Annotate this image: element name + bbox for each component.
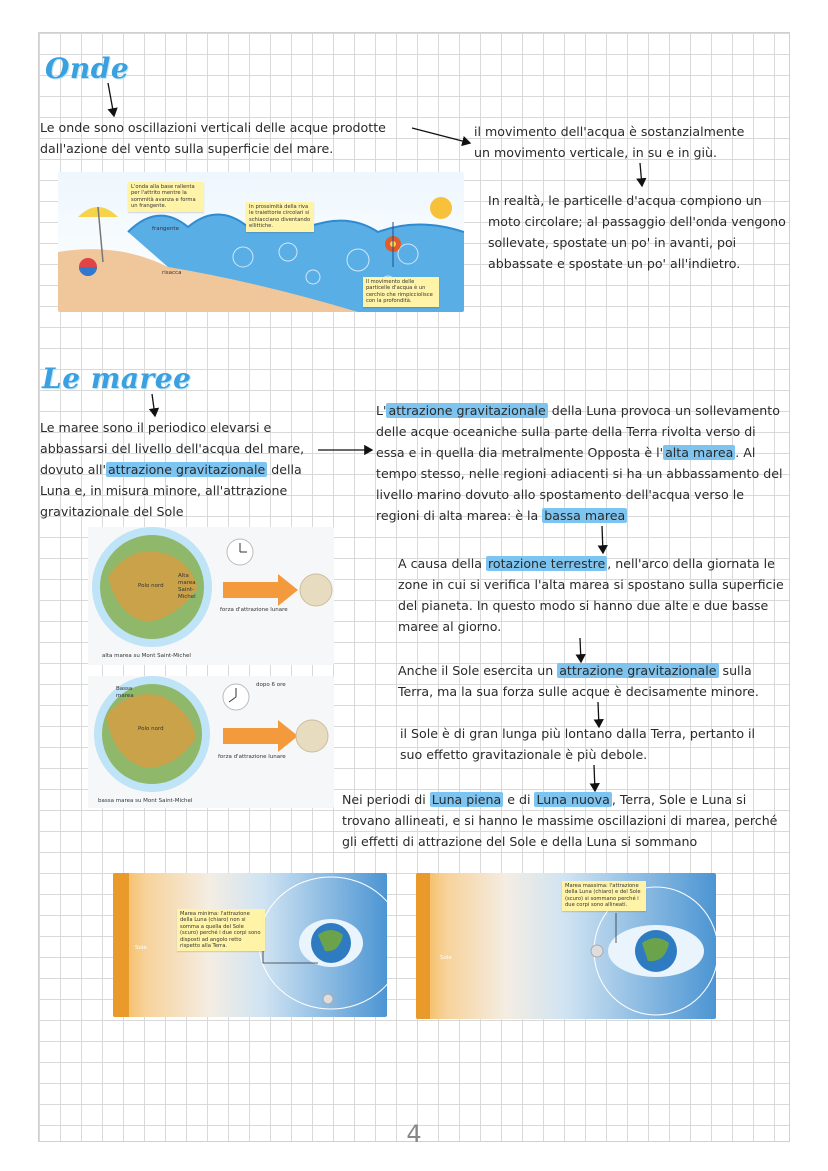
wave-note-2: In prossimità della riva le traiettorie circolari si schiacciano diventando ellittiche.	[246, 202, 314, 232]
maree-paragraph-3: Anche il Sole esercita un attrazione gravitazionale sulla Terra, ma la sua forza sulle acque è decisamente minore.	[398, 663, 759, 699]
label-risacca: risacca	[162, 270, 182, 276]
fig1-zone-label: Alta marea Saint-Michel	[178, 573, 196, 600]
section-title-onde: Onde	[45, 52, 130, 85]
onde-intro-text: Le onde sono oscillazioni verticali delle acque prodotte dall'azione del vento sulla superficie del mare.	[40, 120, 386, 156]
maree-paragraph-4: il Sole è di gran lunga più lontano dalla Terra, pertanto il suo effetto gravitazionale è più debole.	[400, 726, 756, 762]
onde-movement-text: il movimento dell'acqua è sostanzialmente un movimento verticale, in su e in giù.	[474, 124, 745, 160]
page-number: 4	[406, 1120, 422, 1148]
onde-reality-text: In realtà, le particelle d'acqua compiono un moto circolare; al passaggio dell'onda vengono sollevate, spostate un po' in avanti, poi abbassate e spostate un po' all'indietro.	[488, 193, 786, 271]
section-title-maree: Le maree	[42, 362, 192, 395]
fig2-polo-label: Polo nord	[138, 726, 164, 732]
fig2-top-label: dopo 6 ore	[256, 682, 286, 688]
fig3-sole-label: Sole	[135, 945, 147, 951]
fig2-force-label: forza d'attrazione lunare	[218, 754, 286, 760]
fig1-caption: alta marea su Mont Saint-Michel	[102, 653, 191, 659]
fig4-note: Marea massima: l'attrazione della Luna (chiaro) e del Sole (scuro) si sommano perché i due corpi sono allineati.	[562, 881, 646, 911]
fig2-caption: bassa marea su Mont Saint-Michel	[98, 798, 193, 804]
maree-paragraph-1: L' attrazione gravitazionale della Luna provoca un sollevamento delle acque oceaniche sulla parte della Terra rivolta verso di essa e in quella dia metralmente Opposta è l' alta marea . Al tempo stesso, nelle regioni adiacenti si ha un abbassamento del livello marino dovuto allo spostamento dell'acqua verso le regioni di alta marea: è la bassa marea	[376, 403, 783, 523]
maree-intro-text: Le maree sono il periodico elevarsi e abbassarsi del livello dell'acqua del mare, dovuto all' attrazione gravitazionale della Luna e, in misura minore, all'attrazione gravitazionale del Sole	[40, 420, 305, 519]
fig2-zone-label: Bassa marea	[116, 686, 134, 699]
wave-note-1: L'onda alla base rallenta per l'attrito mentre la sommità avanza e forma un frangente.	[128, 182, 204, 212]
wave-note-3: Il movimento delle particelle d'acqua è un cerchio che rimpicciolisce con la profondità.	[363, 277, 439, 307]
maree-paragraph-5: Nei periodi di Luna piena e di Luna nuova , Terra, Sole e Luna si trovano allineati, e si hanno le massime oscillazioni di marea, perché gli effetti di attrazione del Sole e della Luna si sommano	[342, 792, 778, 849]
label-frangente: frangente	[152, 226, 179, 232]
maree-paragraph-2: A causa della rotazione terrestre , nell'arco della giornata le zone in cui si verifica l'alta marea si spostano sulla superficie del pianeta. In questo modo si hanno due alte e due basse maree al giorno.	[398, 556, 784, 634]
fig4-sole-label: Sole	[440, 955, 452, 961]
fig1-polo-label: Polo nord	[138, 583, 164, 589]
fig3-note: Marea minima: l'attrazione della Luna (chiaro) non si somma a quella del Sole (scuro) perché i due corpi sono disposti ad angolo retto rispetto alla Terra.	[177, 909, 265, 951]
fig1-force-label: forza d'attrazione lunare	[220, 607, 288, 613]
